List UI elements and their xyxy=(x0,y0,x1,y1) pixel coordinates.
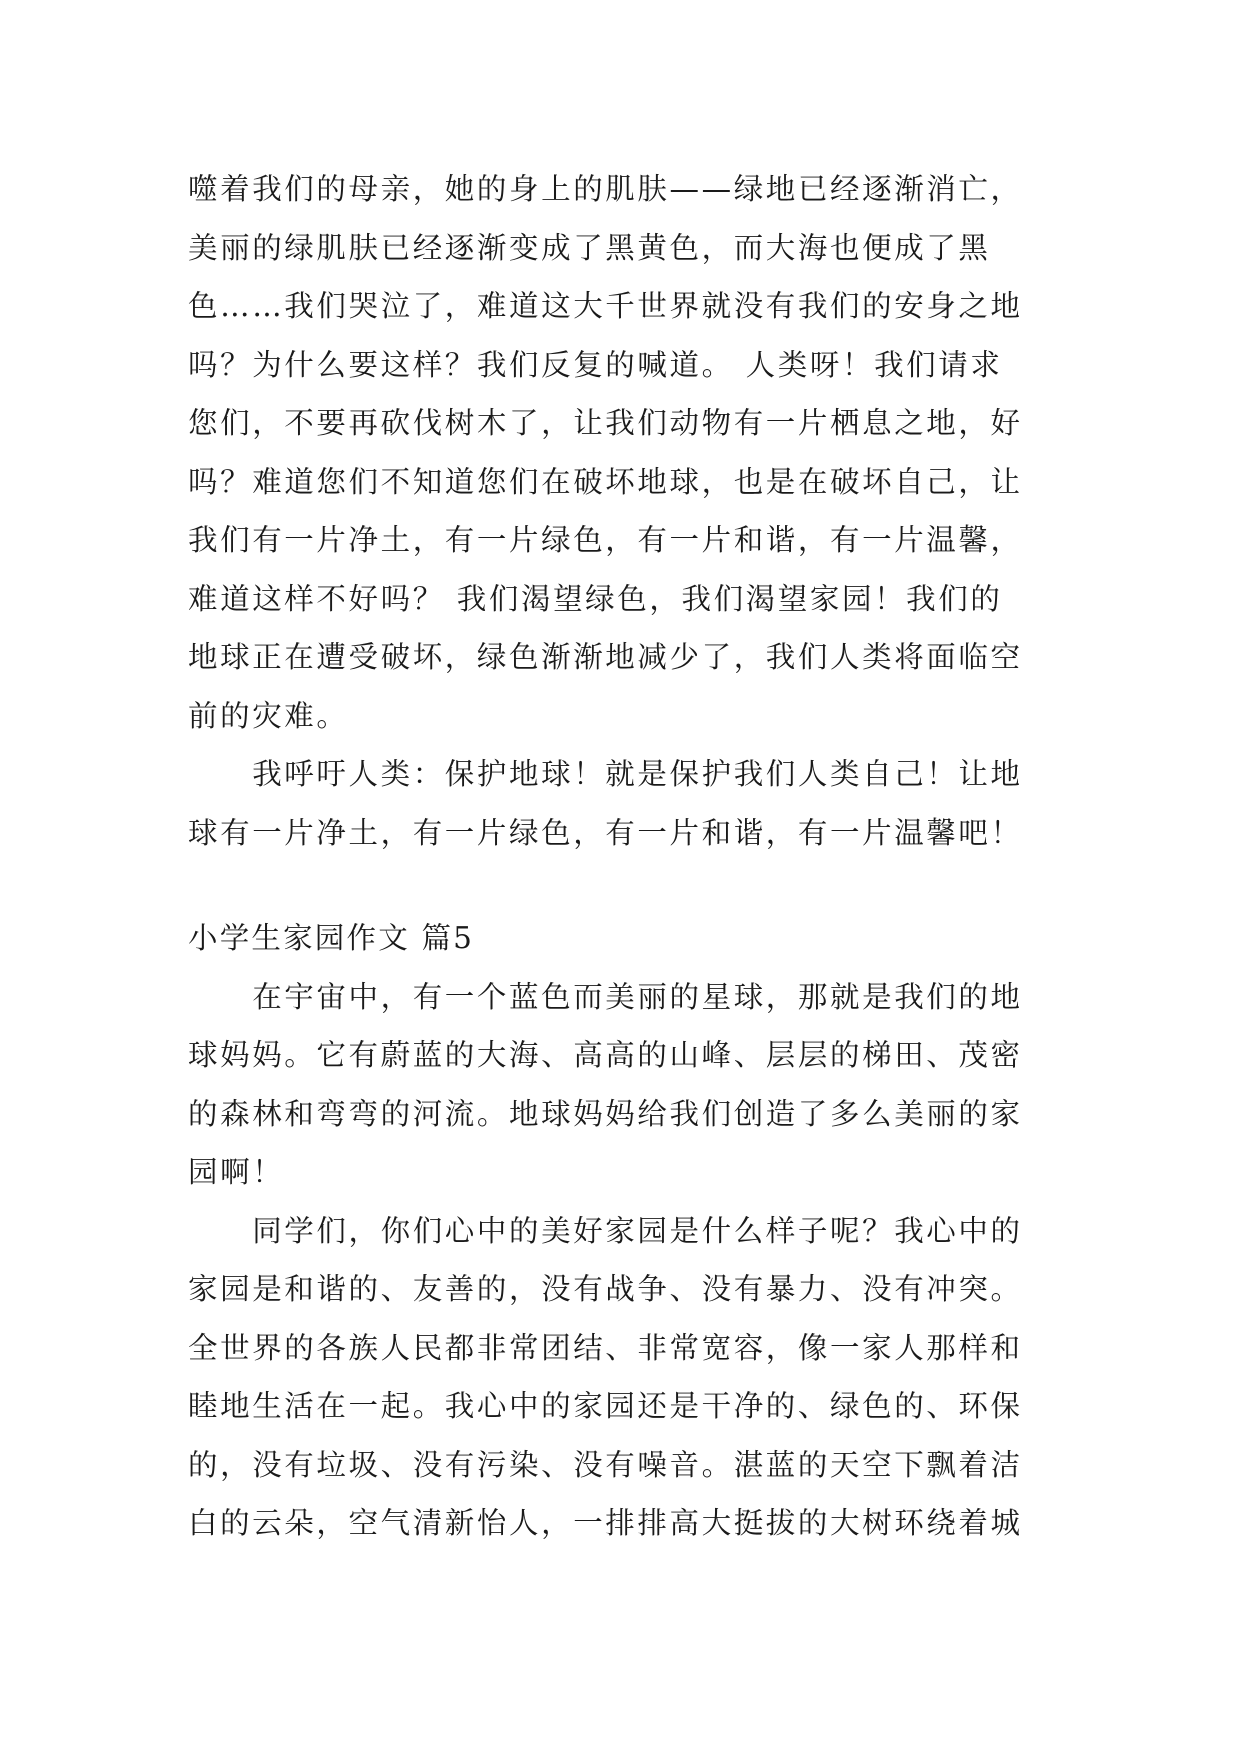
text-line: 球妈妈。它有蔚蓝的大海、高高的山峰、层层的梯田、茂密 xyxy=(188,1038,1023,1072)
text-line: 噬着我们的母亲，她的身上的肌肤——绿地已经逐渐消亡， xyxy=(188,172,1023,206)
text-line: 您们，不要再砍伐树木了，让我们动物有一片栖息之地，好 xyxy=(188,406,1023,440)
text-line: 家园是和谐的、友善的，没有战争、没有暴力、没有冲突。 xyxy=(188,1272,1023,1306)
essay-text-block-2 xyxy=(188,968,1058,1553)
text-line: 全世界的各族人民都非常团结、非常宽容，像一家人那样和 xyxy=(188,1330,1023,1365)
text-line: 的，没有垃圾、没有污染、没有噪音。湛蓝的天空下飘着洁 xyxy=(188,1447,1023,1482)
text-line: 色……我们哭泣了，难道这大千世界就没有我们的安身之地 xyxy=(188,289,1023,323)
text-line: 地球正在遭受破坏，绿色渐渐地减少了，我们人类将面临空 xyxy=(188,640,1023,674)
text-line: 的森林和弯弯的河流。地球妈妈给我们创造了多么美丽的家 xyxy=(188,1096,1023,1131)
text-line: 园啊！ xyxy=(188,1155,285,1189)
text-line: 我呼吁人类：保护地球！就是保护我们人类自己！让地 xyxy=(188,757,1023,791)
text-line: 球有一片净土，有一片绿色，有一片和谐，有一片温馨吧！ xyxy=(188,815,1023,850)
text-line: 睦地生活在一起。我心中的家园还是干净的、绿色的、环保 xyxy=(188,1389,1023,1423)
essay-text-block-1 xyxy=(188,160,1058,862)
text-line: 同学们，你们心中的美好家园是什么样子呢？我心中的 xyxy=(188,1213,1023,1248)
text-line: 我们有一片净土，有一片绿色，有一片和谐，有一片温馨， xyxy=(188,523,1023,557)
document-page xyxy=(188,160,1058,1553)
text-line: 在宇宙中，有一个蓝色而美丽的星球，那就是我们的地 xyxy=(188,979,1023,1014)
text-line: 吗？为什么要这样？我们反复的喊道。 人类呀！我们请求 xyxy=(188,347,1003,382)
section-title: 小学生家园作文 篇5 xyxy=(188,921,475,955)
text-line: 前的灾难。 xyxy=(188,698,349,733)
text-line: 白的云朵，空气清新怡人，一排排高大挺拔的大树环绕着城 xyxy=(188,1506,1023,1540)
text-line: 美丽的绿肌肤已经逐渐变成了黑黄色，而大海也便成了黑 xyxy=(188,230,991,265)
text-line: 难道这样不好吗？ 我们渴望绿色，我们渴望家园！我们的 xyxy=(188,581,1003,616)
text-line: 吗？难道您们不知道您们在破坏地球，也是在破坏自己，让 xyxy=(188,464,1023,499)
